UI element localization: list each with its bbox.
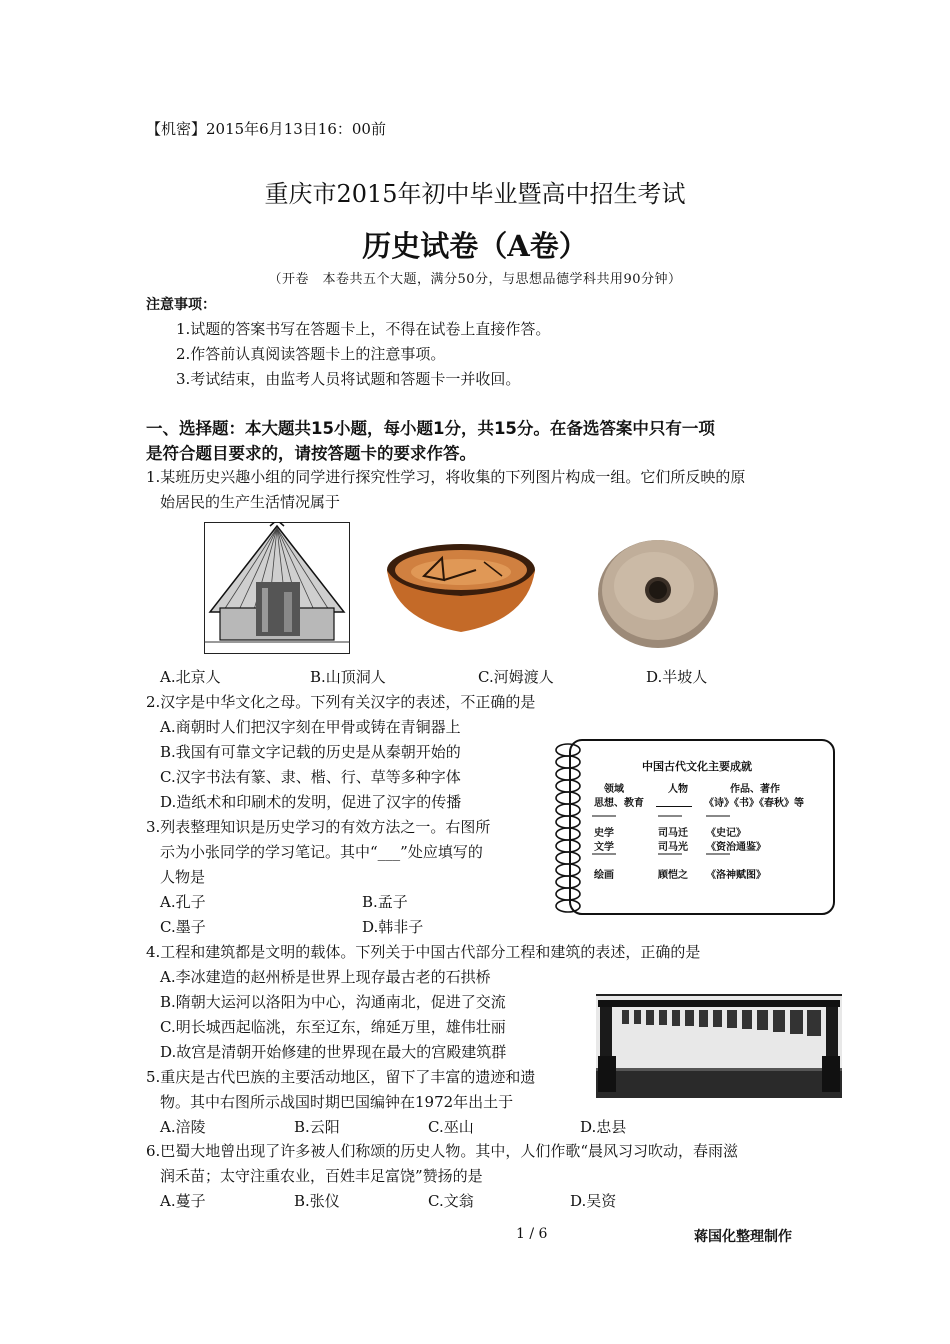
question-3-stem: 人物是 — [160, 868, 206, 886]
question-6-option-a: A.蔓子 — [160, 1192, 206, 1210]
question-5-option-d: D.忠县 — [580, 1118, 627, 1136]
question-5-stem: 5.重庆是古代巴族的主要活动地区，留下了丰富的遗迹和遗 — [146, 1068, 536, 1086]
question-6-option-d: D.吴资 — [570, 1192, 617, 1210]
question-3-option-b: B.孟子 — [362, 893, 408, 911]
question-1-option-c: C.河姆渡人 — [478, 668, 554, 686]
question-2-option-b: B.我国有可靠文字记载的历史是从秦朝开始的 — [160, 743, 461, 761]
thatched-hut-image — [204, 522, 350, 654]
notes-row-person: 司马迁 — [658, 828, 688, 839]
question-6-option-b: B.张仪 — [294, 1192, 340, 1210]
question-5-option-b: B.云阳 — [294, 1118, 340, 1136]
question-3-option-c: C.墨子 — [160, 918, 206, 936]
question-4-option-b: B.隋朝大运河以洛阳为中心，沟通南北，促进了交流 — [160, 993, 506, 1011]
pottery-bowl-image — [384, 540, 538, 636]
question-3-option-d: D.韩非子 — [362, 918, 424, 936]
notes-col-person: 人物 — [668, 784, 688, 795]
confidential-label: 【机密】2015年6月13日16：00前 — [146, 120, 386, 138]
question-4-option-c: C.明长城西起临洮，东至辽东，绵延万里，雄伟壮丽 — [160, 1018, 506, 1036]
notes-row-field: 思想、教育 — [594, 798, 644, 809]
question-6-stem: 润禾苗；太守注重农业，百姓丰足富饶”赞扬的是 — [160, 1167, 483, 1185]
notes-row-field: 绘画 — [594, 870, 614, 881]
notes-row-works: 《洛神赋图》 — [706, 870, 766, 881]
question-1-stem: 始居民的生产生活情况属于 — [160, 493, 341, 511]
notes-title: 中国古代文化主要成就 — [642, 760, 752, 773]
question-5-option-a: A.涪陵 — [160, 1118, 206, 1136]
question-1-stem: 1.某班历史兴趣小组的同学进行探究性学习，将收集的下列图片构成一组。它们所反映的原 — [146, 468, 746, 486]
question-5-option-c: C.巫山 — [428, 1118, 474, 1136]
exam-title: 重庆市2015年初中毕业暨高中招生考试 — [264, 180, 686, 208]
notes-col-works: 作品、著作 — [730, 784, 780, 795]
notes-row-works: 《资治通鉴》 — [706, 842, 766, 853]
notice-heading: 注意事项： — [146, 297, 216, 313]
notes-row-works: 《史记》 — [706, 828, 746, 839]
notes-row-field: 史学 — [594, 828, 614, 839]
question-3-stem: 3.列表整理知识是历史学习的有效方法之一。右图所 — [146, 818, 491, 836]
question-6-stem: 6.巴蜀大地曾出现了许多被人们称颂的历史人物。其中，人们作歌“晨风习习吹动，春雨滋 — [146, 1142, 738, 1160]
question-4-option-d: D.故宫是清朝开始修建的世界现在最大的宫殿建筑群 — [160, 1043, 507, 1061]
question-1-option-b: B.山顶洞人 — [310, 668, 386, 686]
notes-row-field: 文学 — [594, 842, 614, 853]
notes-row-works: 《诗》《书》《春秋》等 — [704, 798, 804, 809]
notes-col-field: 领域 — [604, 784, 624, 795]
question-1-option-d: D.半坡人 — [646, 668, 708, 686]
question-2-option-d: D.造纸术和印刷术的发明，促进了汉字的传播 — [160, 793, 462, 811]
question-1-option-a: A.北京人 — [160, 668, 221, 686]
question-3-stem: 示为小张同学的学习笔记。其中“___”处应填写的 — [160, 843, 483, 861]
notes-row-person: 司马光 — [658, 842, 688, 853]
study-notes-card — [554, 738, 836, 916]
notes-blank — [656, 794, 692, 807]
page-number: 1 / 6 — [516, 1226, 548, 1242]
notice-item: 1.试题的答案书写在答题卡上，不得在试卷上直接作答。 — [176, 320, 551, 338]
paper-title: 历史试卷（A卷） — [362, 229, 588, 263]
question-3-option-a: A.孔子 — [160, 893, 206, 911]
paper-info: （开卷 本卷共五个大题，满分50分，与思想品德学科共用90分钟） — [268, 272, 682, 287]
section-heading: 一、选择题：本大题共15小题，每小题1分，共15分。在备选答案中只有一项 — [146, 419, 715, 438]
question-5-stem: 物。其中右图所示战国时期巴国编钟在1972年出土于 — [160, 1093, 514, 1111]
spindle-whorl-image — [594, 532, 722, 650]
notice-item: 2.作答前认真阅读答题卡上的注意事项。 — [176, 345, 446, 363]
question-2-stem: 2.汉字是中华文化之母。下列有关汉字的表述，不正确的是 — [146, 693, 536, 711]
notice-item: 3.考试结束，由监考人员将试题和答题卡一并收回。 — [176, 370, 521, 388]
section-heading: 是符合题目要求的，请按答题卡的要求作答。 — [146, 444, 476, 463]
question-4-option-a: A.李冰建造的赵州桥是世界上现存最古老的石拱桥 — [160, 968, 491, 986]
question-2-option-c: C.汉字书法有篆、隶、楷、行、草等多种字体 — [160, 768, 461, 786]
question-4-stem: 4.工程和建筑都是文明的载体。下列关于中国古代部分工程和建筑的表述，正确的是 — [146, 943, 701, 961]
footer-credit: 蒋国化整理制作 — [694, 1229, 792, 1245]
question-2-option-a: A.商朝时人们把汉字刻在甲骨或铸在青铜器上 — [160, 718, 461, 736]
chime-bells-image — [596, 994, 842, 1098]
question-6-option-c: C.文翁 — [428, 1192, 474, 1210]
notes-row-person: 顾恺之 — [658, 870, 688, 881]
